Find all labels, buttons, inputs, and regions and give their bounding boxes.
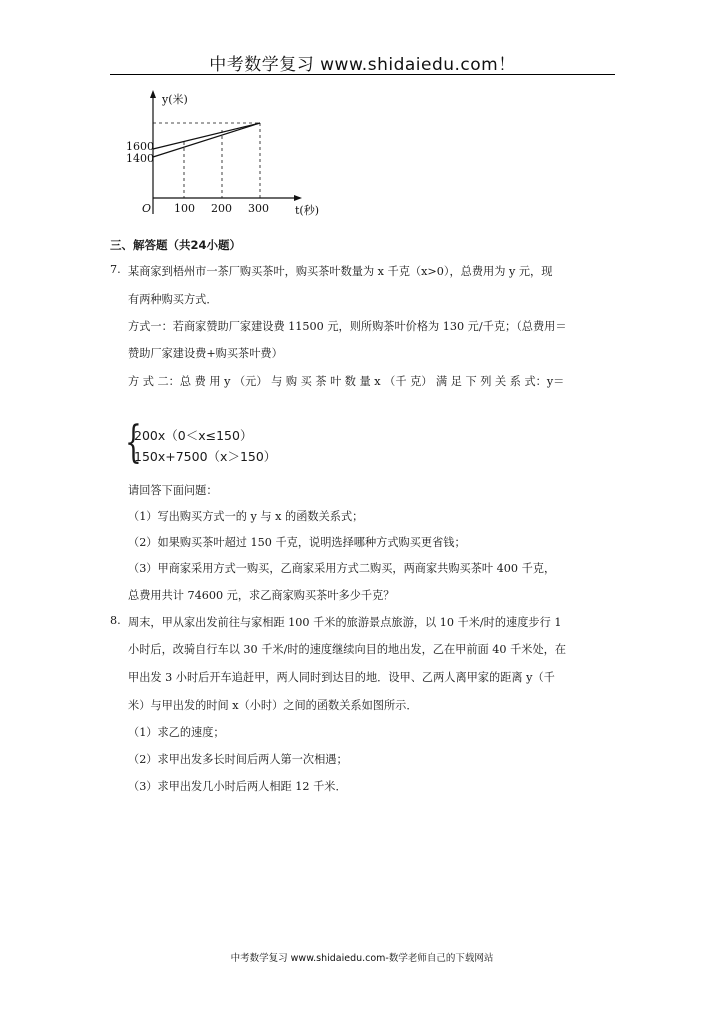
x-tick-100: 100 bbox=[174, 202, 195, 215]
q7-line-5: 方 式 二：总 费 用 y （元） 与 购 买 茶 叶 数 量 x （千 克） 满 足 下 列 关 系 式：y＝ bbox=[128, 375, 565, 388]
y-axis-label: y(米) bbox=[162, 93, 188, 106]
series-line-a bbox=[153, 123, 260, 157]
piecewise-case-2: 150x+7500（x＞150） bbox=[134, 449, 277, 464]
question-8-number: 8. bbox=[110, 614, 121, 627]
q7-sub-3a: （3）甲商家采用方式一购买，乙商家采用方式二购买，两商家共购买茶叶 400 千克， bbox=[128, 562, 556, 575]
q8-sub-3: （3）求甲出发几小时后两人相距 12 千米． bbox=[128, 780, 347, 793]
x-tick-200: 200 bbox=[211, 202, 232, 215]
page-footer: 中考数学复习 www.shidaiedu.com-数学老师自己的下载网站 bbox=[230, 953, 494, 964]
q8-line-1: 周末，甲从家出发前往与家相距 100 千米的旅游景点旅游，以 10 千米/时的速度步行 1 bbox=[128, 616, 562, 629]
section-title: 三、解答题（共24小题） bbox=[110, 238, 242, 252]
q7-line-2: 有两种购买方式． bbox=[128, 293, 218, 306]
x-axis-label: t(秒) bbox=[295, 204, 320, 217]
origin-label: O bbox=[142, 202, 152, 215]
q7-line-1: 某商家到梧州市一茶厂购买茶叶，购买茶叶数量为 x 千克（x>0），总费用为 y 元，现 bbox=[128, 265, 553, 278]
series-line-b bbox=[153, 123, 260, 149]
piecewise-case-1: 200x（0＜x≤150） bbox=[134, 428, 253, 443]
piecewise-brace: { bbox=[125, 417, 142, 468]
y-axis-arrow bbox=[150, 90, 156, 98]
q7-sub-2: （2）如果购买茶叶超过 150 千克，说明选择哪种方式购买更省钱； bbox=[128, 536, 466, 549]
q8-line-2: 小时后，改骑自行车以 30 千米/时的速度继续向目的地出发，乙在甲前面 40 千米处，在 bbox=[128, 643, 567, 656]
header-divider bbox=[110, 74, 615, 75]
q8-sub-2: （2）求甲出发多长时间后两人第一次相遇； bbox=[128, 753, 348, 766]
x-tick-300: 300 bbox=[248, 202, 269, 215]
y-tick-1400: 1400 bbox=[126, 152, 154, 165]
page-header: 中考数学复习 www.shidaiedu.com！ bbox=[209, 55, 516, 75]
q7-prompt: 请回答下面问题： bbox=[128, 484, 218, 497]
q8-line-4: 米）与甲出发的时间 x（小时）之间的函数关系如图所示． bbox=[128, 699, 418, 712]
q8-line-3: 甲出发 3 小时后开车追赶甲，两人同时到达目的地．设甲、乙两人离甲家的距离 y（千 bbox=[128, 671, 555, 684]
q7-sub-1: （1）写出购买方式一的 y 与 x 的函数关系式； bbox=[128, 510, 364, 523]
q7-line-4: 赞助厂家建设费+购买茶叶费） bbox=[128, 347, 283, 360]
x-axis-arrow bbox=[294, 195, 302, 201]
question-7-number: 7. bbox=[110, 263, 121, 276]
q7-line-3: 方式一：若商家赞助厂家建设费 11500 元，则所购茶叶价格为 130 元/千克；（总费用＝ bbox=[128, 320, 567, 333]
y-tick-1600: 1600 bbox=[126, 140, 154, 153]
distance-time-graph bbox=[110, 86, 340, 222]
q8-sub-1: （1）求乙的速度； bbox=[128, 726, 225, 739]
q7-sub-3b: 总费用共计 74600 元，求乙商家购买茶叶多少千克？ bbox=[128, 589, 395, 602]
